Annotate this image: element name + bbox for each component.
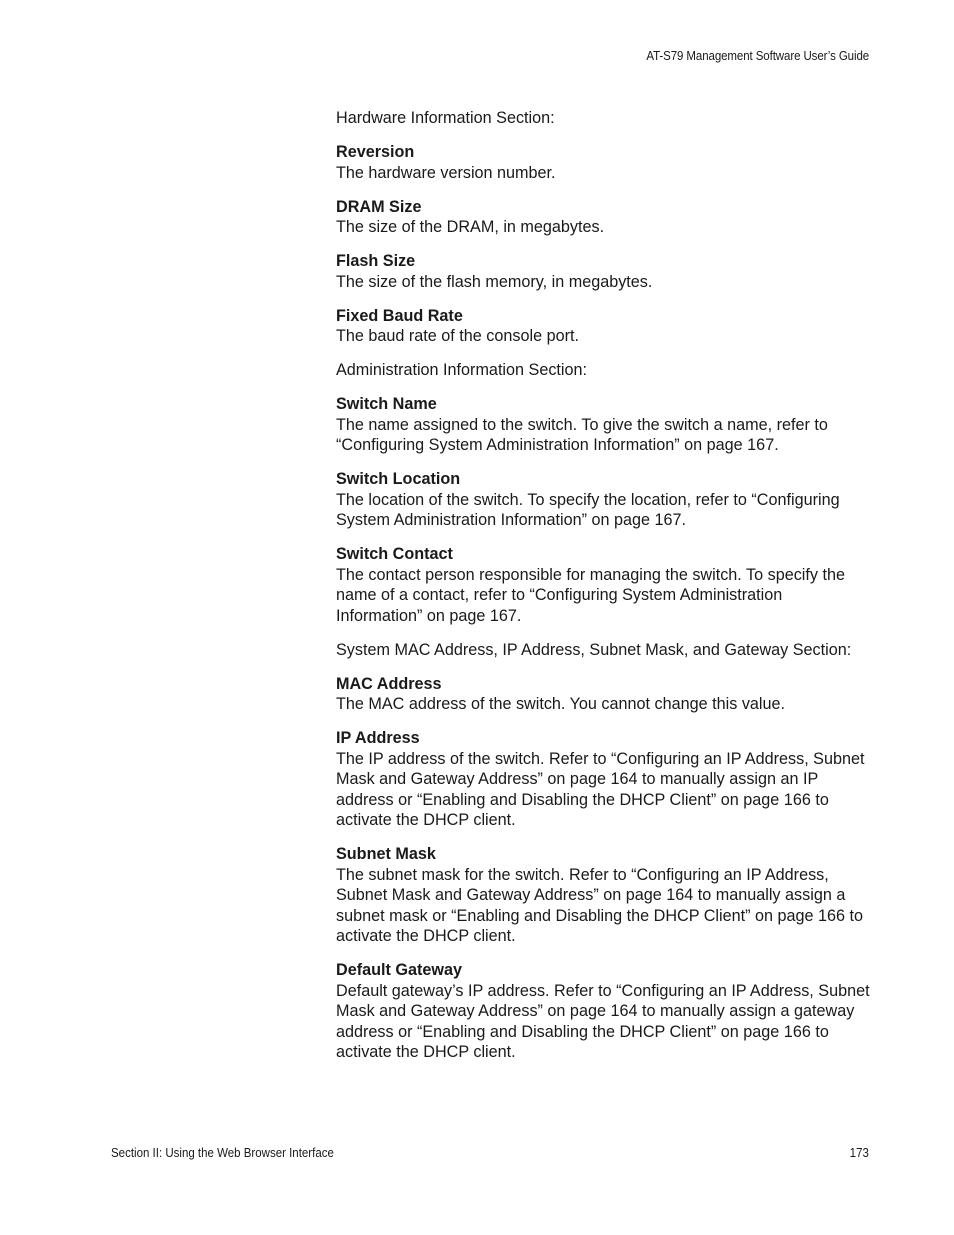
term-label: Subnet Mask (336, 845, 436, 863)
term-description: The subnet mask for the switch. Refer to “Configuring an IP Address, Subnet Mask and Gateway Address” on page 164 to manually assign a subnet mask or “Enabling and Disabling the DHCP Client” on page 166 to activate the DHCP client. (336, 865, 864, 945)
term-description: The size of the DRAM, in megabytes. (336, 218, 605, 236)
definition-fixed-baud-rate (336, 306, 871, 347)
definition-switch-contact (336, 544, 871, 626)
definition-switch-name (336, 394, 871, 456)
definition-default-gateway (336, 960, 871, 1063)
admin-section-heading: Administration Information Section: (336, 361, 588, 379)
term-description: The name assigned to the switch. To give the switch a name, refer to “Configuring System Administration Information” on page 167. (336, 415, 828, 454)
running-header: AT-S79 Management Software User’s Guide (646, 49, 869, 63)
term-label: Switch Location (336, 470, 461, 488)
definition-reversion (336, 142, 871, 183)
term-description: The size of the flash memory, in megabytes. (336, 272, 653, 291)
term-label: Fixed Baud Rate (336, 306, 463, 325)
term-description: The baud rate of the console port. (336, 327, 579, 345)
term-description: The IP address of the switch. Refer to “Configuring an IP Address, Subnet Mask and Gateway Address” on page 164 to manually assign an IP address or “Enabling and Disabling the DHCP Client” on page 166 to activate the DHCP client. (336, 749, 865, 829)
term-label: Flash Size (336, 252, 416, 270)
definition-dram-size (336, 197, 871, 238)
definition-mac-address (336, 674, 871, 715)
page-content (336, 108, 871, 1076)
term-label: DRAM Size (336, 197, 422, 216)
term-description: The hardware version number. (336, 163, 556, 182)
definition-switch-location (336, 469, 871, 531)
system-section-heading: System MAC Address, IP Address, Subnet Mask, and Gateway Section: (336, 640, 852, 659)
term-label: MAC Address (336, 674, 442, 693)
term-label: Reversion (336, 143, 415, 161)
term-description: The location of the switch. To specify the location, refer to “Configuring System Administration Information” on page 167. (336, 490, 840, 529)
footer-section-title: Section II: Using the Web Browser Interface (111, 1146, 334, 1160)
term-description: The contact person responsible for managing the switch. To specify the name of a contact, refer to “Configuring System Administration Information” on page 167. (336, 565, 845, 625)
term-description: The MAC address of the switch. You cannot change this value. (336, 695, 786, 713)
definition-subnet-mask (336, 844, 871, 947)
term-label: Switch Contact (336, 545, 453, 563)
definition-ip-address (336, 728, 871, 831)
definition-flash-size (336, 251, 871, 292)
term-label: IP Address (336, 729, 420, 747)
page-number: 173 (849, 1146, 869, 1160)
hardware-section-heading: Hardware Information Section: (336, 109, 555, 127)
term-label: Default Gateway (336, 961, 462, 979)
term-label: Switch Name (336, 395, 437, 413)
term-description: Default gateway’s IP address. Refer to “Configuring an IP Address, Subnet Mask and Gateway Address” on page 164 to manually assign a gateway address or “Enabling and Disabling the DHCP Client” on page 166 to activate the DHCP client. (336, 981, 870, 1061)
